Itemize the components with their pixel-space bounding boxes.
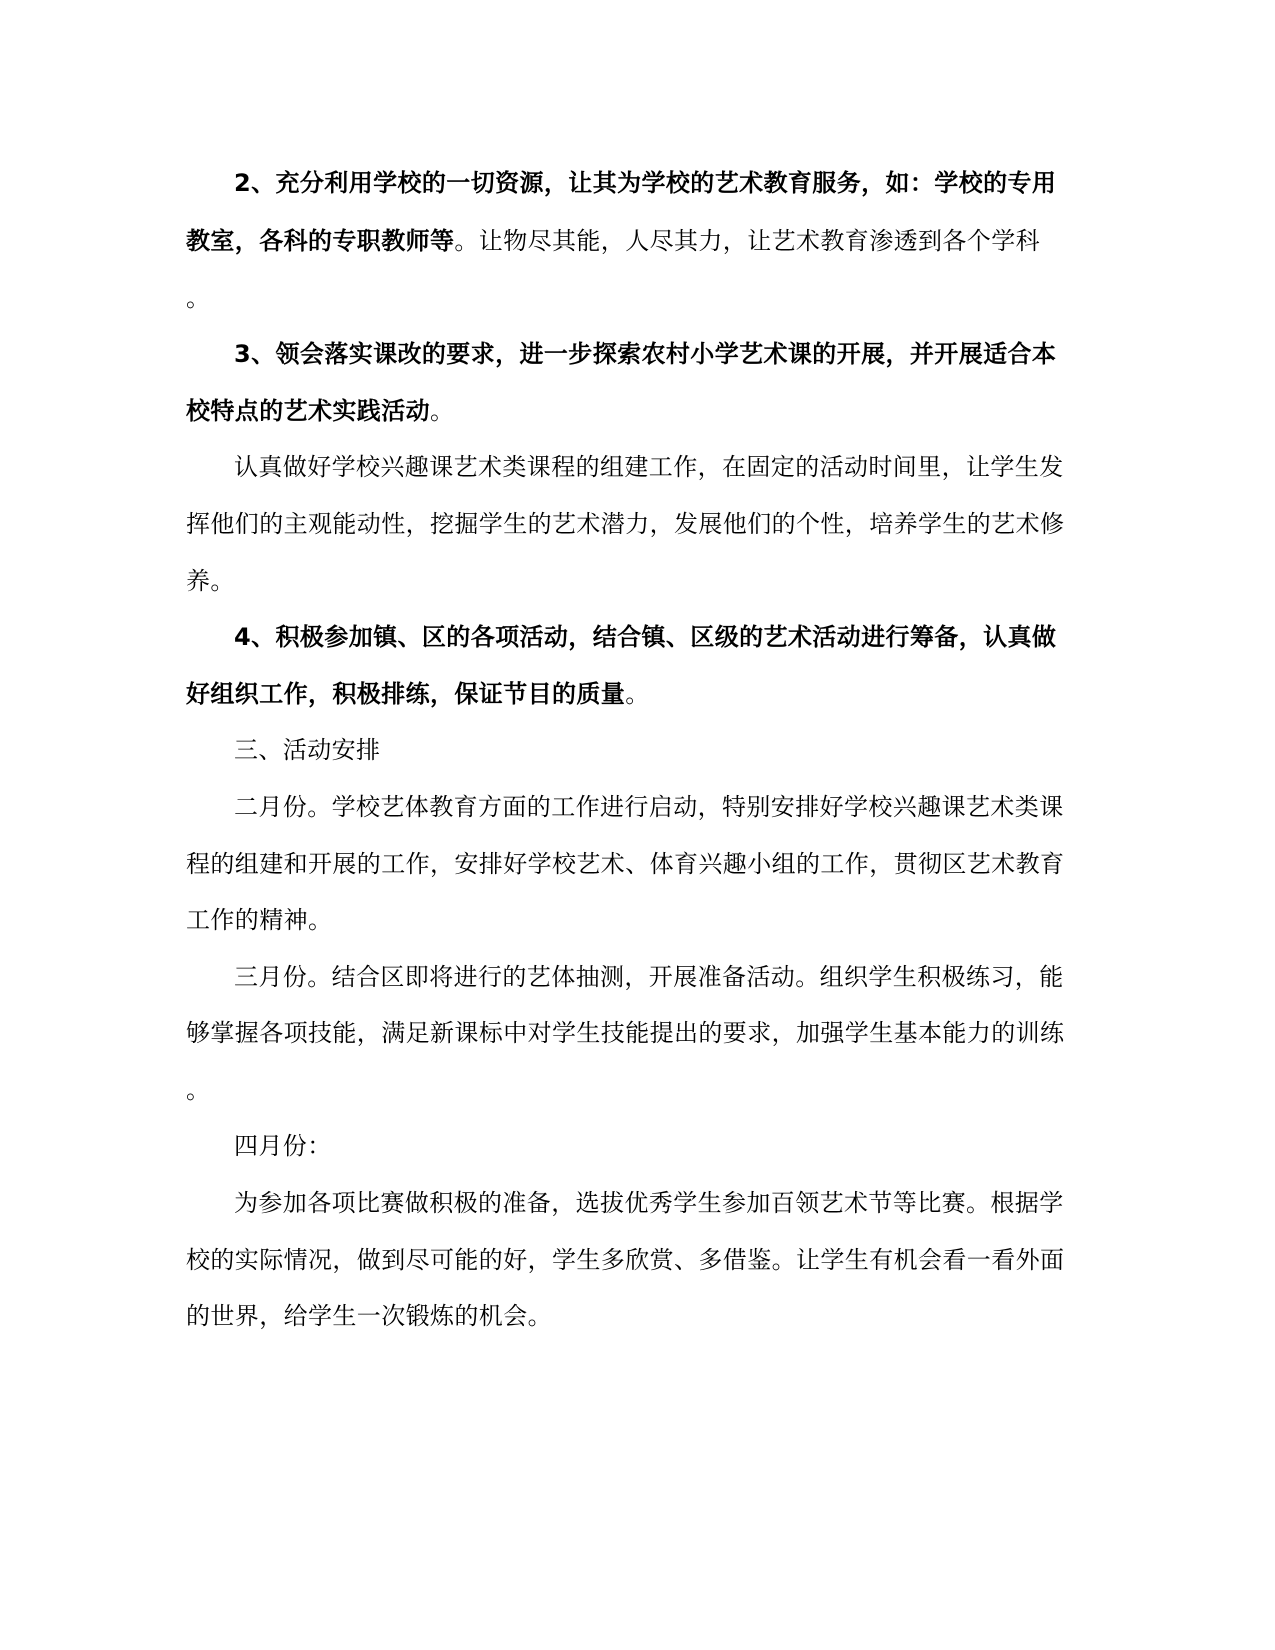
- february-line-2: 程的组建和开展的工作，安排好学校艺术、体育兴趣小组的工作，贯彻区艺术教育: [186, 850, 1065, 878]
- paragraph-3-bold-text: 校特点的艺术实践活动: [186, 397, 430, 425]
- paragraph-2-line-3: 。: [186, 284, 211, 312]
- march-line-1: 三月份。结合区即将进行的艺体抽测，开展准备活动。组织学生积极练习，能: [234, 963, 1064, 991]
- paragraph-2-line-2: [186, 221, 1040, 261]
- interest-course-line-2: 挥他们的主观能动性，挖掘学生的艺术潜力，发展他们的个性，培养学生的艺术修: [186, 510, 1065, 538]
- paragraph-4-line-2: [186, 674, 650, 714]
- paragraph-2-line-1: 2、充分利用学校的一切资源，让其为学校的艺术教育服务，如：学校的专用: [234, 169, 1057, 197]
- february-line-1: 二月份。学校艺体教育方面的工作进行启动，特别安排好学校兴趣课艺术类课: [234, 793, 1064, 821]
- april-line-3: 的世界，给学生一次锻炼的机会。: [186, 1302, 552, 1330]
- paragraph-3-line-1: 3、领会落实课改的要求，进一步探索农村小学艺术课的开展，并开展适合本: [234, 340, 1057, 368]
- paragraph-3-regular-text: 。: [430, 397, 455, 425]
- february-line-3: 工作的精神。: [186, 906, 333, 934]
- paragraph-2-regular-text: 。让物尽其能，人尽其力，让艺术教育渗透到各个学科: [454, 227, 1041, 255]
- march-line-3: 。: [186, 1076, 211, 1104]
- paragraph-4-regular-text: 。: [625, 680, 650, 708]
- section-heading: 三、活动安排: [234, 736, 381, 764]
- paragraph-4-bold-text: 好组织工作，积极排练，保证节目的质量: [186, 680, 626, 708]
- april-line-1: 为参加各项比赛做积极的准备，选拔优秀学生参加百领艺术节等比赛。根据学: [234, 1189, 1064, 1217]
- paragraph-2-bold-text: 教室，各科的专职教师等: [186, 227, 455, 255]
- interest-course-line-3: 养。: [186, 567, 235, 595]
- interest-course-line-1: 认真做好学校兴趣课艺术类课程的组建工作，在固定的活动时间里，让学生发: [234, 453, 1064, 481]
- paragraph-4-line-1: 4、积极参加镇、区的各项活动，结合镇、区级的艺术活动进行筹备，认真做: [234, 623, 1057, 651]
- april-heading: 四月份：: [234, 1132, 332, 1160]
- march-line-2: 够掌握各项技能，满足新课标中对学生技能提出的要求，加强学生基本能力的训练: [186, 1019, 1065, 1047]
- paragraph-3-line-2: [186, 391, 454, 431]
- april-line-2: 校的实际情况，做到尽可能的好，学生多欣赏、多借鉴。让学生有机会看一看外面: [186, 1246, 1065, 1274]
